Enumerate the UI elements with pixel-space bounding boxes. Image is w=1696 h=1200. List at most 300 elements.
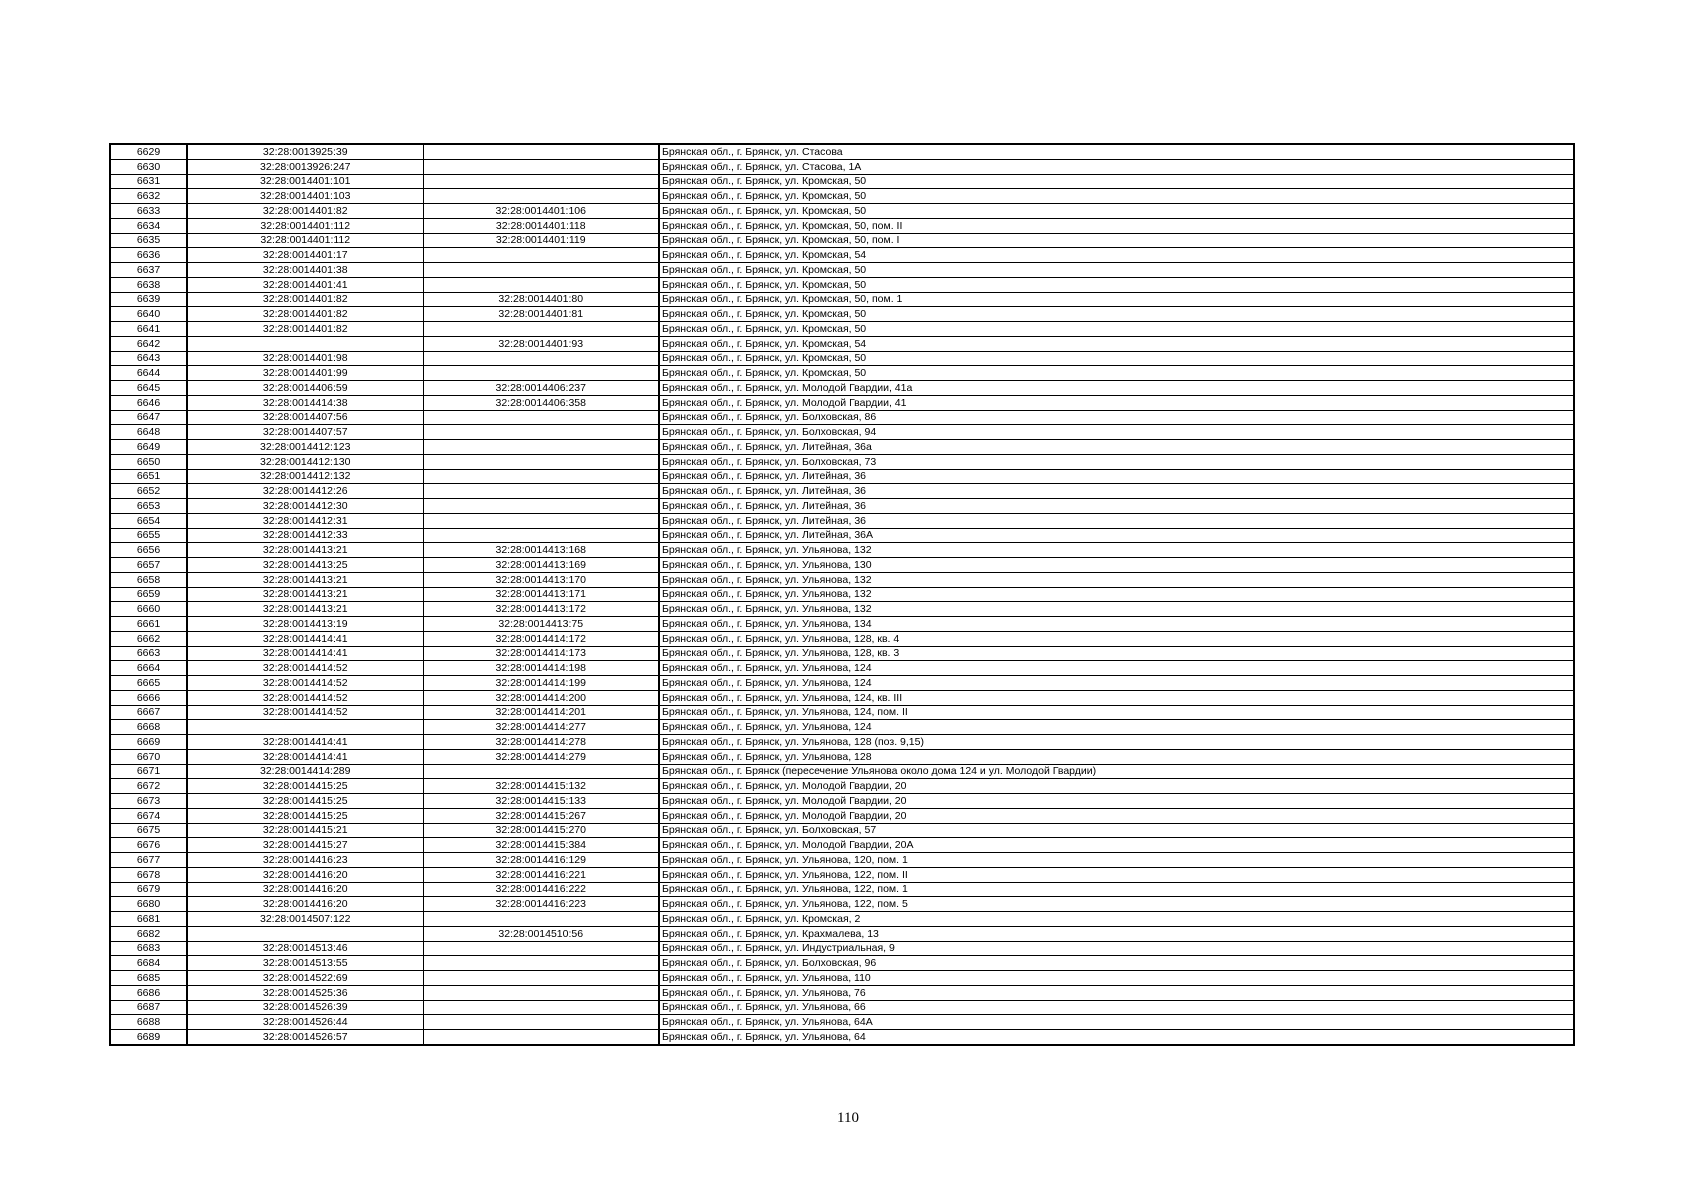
- table-row: [110, 322, 1574, 337]
- related-cadastral-number-cell: 32:28:0014414:173: [423, 646, 659, 661]
- address-cell: Брянская обл., г. Брянск, ул. Молодой Гвардии, 41: [659, 395, 1574, 410]
- cadastral-number-cell: 32:28:0014522:69: [187, 971, 423, 986]
- table-row: [110, 410, 1574, 425]
- cadastral-number-cell: 32:28:0014401:98: [187, 351, 423, 366]
- address-cell: Брянская обл., г. Брянск, ул. Ульянова, 130: [659, 558, 1574, 573]
- related-cadastral-number-cell: [423, 1015, 659, 1030]
- row-number-cell: 6643: [110, 351, 187, 366]
- cadastral-number-cell: 32:28:0014415:25: [187, 779, 423, 794]
- related-cadastral-number-cell: 32:28:0014406:237: [423, 381, 659, 396]
- row-number-cell: 6668: [110, 720, 187, 735]
- row-number-cell: 6687: [110, 1000, 187, 1015]
- related-cadastral-number-cell: [423, 248, 659, 263]
- cadastral-number-cell: 32:28:0014401:41: [187, 277, 423, 292]
- related-cadastral-number-cell: [423, 440, 659, 455]
- cadastral-number-cell: 32:28:0014401:82: [187, 322, 423, 337]
- cadastral-number-cell: 32:28:0014407:56: [187, 410, 423, 425]
- table-row: [110, 971, 1574, 986]
- row-number-cell: 6674: [110, 808, 187, 823]
- cadastral-number-cell: 32:28:0014412:123: [187, 440, 423, 455]
- table-row: [110, 838, 1574, 853]
- cadastral-number-cell: 32:28:0014415:25: [187, 808, 423, 823]
- related-cadastral-number-cell: 32:28:0014401:119: [423, 233, 659, 248]
- table-row: [110, 985, 1574, 1000]
- table-row: [110, 440, 1574, 455]
- row-number-cell: 6648: [110, 425, 187, 440]
- row-number-cell: 6680: [110, 897, 187, 912]
- related-cadastral-number-cell: 32:28:0014510:56: [423, 926, 659, 941]
- table-row: [110, 794, 1574, 809]
- table-row: [110, 366, 1574, 381]
- address-cell: Брянская обл., г. Брянск, ул. Болховская, 73: [659, 454, 1574, 469]
- related-cadastral-number-cell: 32:28:0014401:80: [423, 292, 659, 307]
- cadastral-number-cell: 32:28:0014526:39: [187, 1000, 423, 1015]
- table-row: [110, 779, 1574, 794]
- cadastral-number-cell: 32:28:0014401:112: [187, 218, 423, 233]
- cadastral-number-cell: 32:28:0014414:52: [187, 690, 423, 705]
- cadastral-number-cell: 32:28:0014412:26: [187, 484, 423, 499]
- cadastral-number-cell: 32:28:0014401:112: [187, 233, 423, 248]
- cadastral-number-cell: 32:28:0014416:20: [187, 882, 423, 897]
- related-cadastral-number-cell: 32:28:0014401:118: [423, 218, 659, 233]
- address-cell: Брянская обл., г. Брянск, ул. Молодой Гвардии, 41а: [659, 381, 1574, 396]
- table-row: [110, 587, 1574, 602]
- row-number-cell: 6649: [110, 440, 187, 455]
- related-cadastral-number-cell: [423, 956, 659, 971]
- cadastral-number-cell: 32:28:0014407:57: [187, 425, 423, 440]
- related-cadastral-number-cell: [423, 174, 659, 189]
- table-row: [110, 543, 1574, 558]
- cadastral-number-cell: 32:28:0014414:289: [187, 764, 423, 779]
- cadastral-number-cell: 32:28:0014414:41: [187, 735, 423, 750]
- address-cell: Брянская обл., г. Брянск, ул. Ульянова, 76: [659, 985, 1574, 1000]
- row-number-cell: 6645: [110, 381, 187, 396]
- related-cadastral-number-cell: 32:28:0014414:199: [423, 676, 659, 691]
- cadastral-number-cell: 32:28:0014525:36: [187, 985, 423, 1000]
- row-number-cell: 6657: [110, 558, 187, 573]
- cadastral-number-cell: 32:28:0014414:41: [187, 646, 423, 661]
- related-cadastral-number-cell: 32:28:0014416:129: [423, 853, 659, 868]
- row-number-cell: 6684: [110, 956, 187, 971]
- address-cell: Брянская обл., г. Брянск, ул. Крахмалева, 13: [659, 926, 1574, 941]
- row-number-cell: 6633: [110, 204, 187, 219]
- address-cell: Брянская обл., г. Брянск, ул. Кромская, 54: [659, 248, 1574, 263]
- table-row: [110, 174, 1574, 189]
- table-row: [110, 956, 1574, 971]
- cadastral-number-cell: 32:28:0014415:21: [187, 823, 423, 838]
- related-cadastral-number-cell: 32:28:0014401:81: [423, 307, 659, 322]
- table-row: [110, 749, 1574, 764]
- row-number-cell: 6688: [110, 1015, 187, 1030]
- related-cadastral-number-cell: [423, 277, 659, 292]
- table-row: [110, 720, 1574, 735]
- related-cadastral-number-cell: [423, 366, 659, 381]
- cadastral-number-cell: 32:28:0014414:52: [187, 705, 423, 720]
- table-row: [110, 912, 1574, 927]
- address-cell: Брянская обл., г. Брянск, ул. Ульянова, 64А: [659, 1015, 1574, 1030]
- row-number-cell: 6646: [110, 395, 187, 410]
- related-cadastral-number-cell: [423, 469, 659, 484]
- related-cadastral-number-cell: 32:28:0014413:171: [423, 587, 659, 602]
- related-cadastral-number-cell: 32:28:0014413:75: [423, 617, 659, 632]
- cadastral-number-cell: 32:28:0013926:247: [187, 159, 423, 174]
- cadastral-number-cell: 32:28:0014413:19: [187, 617, 423, 632]
- cadastral-number-cell: 32:28:0014412:30: [187, 499, 423, 514]
- row-number-cell: 6634: [110, 218, 187, 233]
- row-number-cell: 6667: [110, 705, 187, 720]
- row-number-cell: 6636: [110, 248, 187, 263]
- table-row: [110, 764, 1574, 779]
- address-cell: Брянская обл., г. Брянск, ул. Ульянова, 132: [659, 602, 1574, 617]
- related-cadastral-number-cell: [423, 425, 659, 440]
- table-row: [110, 204, 1574, 219]
- table-row: [110, 1030, 1574, 1045]
- table-row: [110, 381, 1574, 396]
- row-number-cell: 6678: [110, 867, 187, 882]
- address-cell: Брянская обл., г. Брянск, ул. Ульянова, 124: [659, 676, 1574, 691]
- row-number-cell: 6639: [110, 292, 187, 307]
- cadastral-number-cell: 32:28:0014406:59: [187, 381, 423, 396]
- cadastral-number-cell: 32:28:0014414:38: [187, 395, 423, 410]
- row-number-cell: 6681: [110, 912, 187, 927]
- table-row: [110, 292, 1574, 307]
- related-cadastral-number-cell: 32:28:0014414:198: [423, 661, 659, 676]
- table-row: [110, 469, 1574, 484]
- address-cell: Брянская обл., г. Брянск, ул. Кромская, 50: [659, 307, 1574, 322]
- row-number-cell: 6660: [110, 602, 187, 617]
- related-cadastral-number-cell: [423, 263, 659, 278]
- address-cell: Брянская обл., г. Брянск, ул. Ульянова, 66: [659, 1000, 1574, 1015]
- address-cell: Брянская обл., г. Брянск, ул. Стасова: [659, 144, 1574, 159]
- page-number: 110: [837, 1110, 859, 1126]
- address-cell: Брянская обл., г. Брянск, ул. Ульянова, 122, пом. 5: [659, 897, 1574, 912]
- cadastral-number-cell: 32:28:0014401:38: [187, 263, 423, 278]
- row-number-cell: 6669: [110, 735, 187, 750]
- cadastral-number-cell: 32:28:0014413:25: [187, 558, 423, 573]
- row-number-cell: 6677: [110, 853, 187, 868]
- row-number-cell: 6656: [110, 543, 187, 558]
- row-number-cell: 6659: [110, 587, 187, 602]
- related-cadastral-number-cell: [423, 1030, 659, 1045]
- row-number-cell: 6641: [110, 322, 187, 337]
- row-number-cell: 6658: [110, 572, 187, 587]
- row-number-cell: 6679: [110, 882, 187, 897]
- cadastral-number-cell: 32:28:0014401:101: [187, 174, 423, 189]
- cadastral-number-cell: 32:28:0014401:17: [187, 248, 423, 263]
- row-number-cell: 6629: [110, 144, 187, 159]
- cadastral-number-cell: 32:28:0014526:57: [187, 1030, 423, 1045]
- table-row: [110, 189, 1574, 204]
- related-cadastral-number-cell: 32:28:0014413:172: [423, 602, 659, 617]
- related-cadastral-number-cell: 32:28:0014415:270: [423, 823, 659, 838]
- table-row: [110, 233, 1574, 248]
- related-cadastral-number-cell: 32:28:0014406:358: [423, 395, 659, 410]
- row-number-cell: 6685: [110, 971, 187, 986]
- cadastral-number-cell: 32:28:0014412:130: [187, 454, 423, 469]
- address-cell: Брянская обл., г. Брянск, ул. Кромская, 50: [659, 174, 1574, 189]
- related-cadastral-number-cell: 32:28:0014413:170: [423, 572, 659, 587]
- related-cadastral-number-cell: [423, 189, 659, 204]
- address-cell: Брянская обл., г. Брянск, ул. Кромская, 2: [659, 912, 1574, 927]
- related-cadastral-number-cell: 32:28:0014416:223: [423, 897, 659, 912]
- cadastral-number-cell: [187, 720, 423, 735]
- table-row: [110, 425, 1574, 440]
- table-row: [110, 307, 1574, 322]
- address-cell: Брянская обл., г. Брянск, ул. Ульянова, 132: [659, 543, 1574, 558]
- address-cell: Брянская обл., г. Брянск, ул. Стасова, 1А: [659, 159, 1574, 174]
- row-number-cell: 6683: [110, 941, 187, 956]
- row-number-cell: 6654: [110, 513, 187, 528]
- table-row: [110, 631, 1574, 646]
- related-cadastral-number-cell: [423, 144, 659, 159]
- address-cell: Брянская обл., г. Брянск, ул. Ульянова, 128, кв. 3: [659, 646, 1574, 661]
- row-number-cell: 6661: [110, 617, 187, 632]
- related-cadastral-number-cell: 32:28:0014416:222: [423, 882, 659, 897]
- table-row: [110, 513, 1574, 528]
- cadastral-number-cell: 32:28:0014401:103: [187, 189, 423, 204]
- address-cell: Брянская обл., г. Брянск, ул. Молодой Гвардии, 20: [659, 779, 1574, 794]
- row-number-cell: 6653: [110, 499, 187, 514]
- row-number-cell: 6673: [110, 794, 187, 809]
- related-cadastral-number-cell: 32:28:0014415:384: [423, 838, 659, 853]
- table-row: [110, 144, 1574, 159]
- table-row: [110, 1015, 1574, 1030]
- address-cell: Брянская обл., г. Брянск, ул. Кромская, 50: [659, 189, 1574, 204]
- row-number-cell: 6675: [110, 823, 187, 838]
- cadastral-number-cell: 32:28:0014401:99: [187, 366, 423, 381]
- cadastral-number-cell: 32:28:0014401:82: [187, 292, 423, 307]
- address-cell: Брянская обл., г. Брянск, ул. Ульянова, 132: [659, 572, 1574, 587]
- cadastral-number-cell: 32:28:0013925:39: [187, 144, 423, 159]
- related-cadastral-number-cell: [423, 971, 659, 986]
- row-number-cell: 6632: [110, 189, 187, 204]
- cadastral-number-cell: 32:28:0014412:31: [187, 513, 423, 528]
- address-cell: Брянская обл., г. Брянск, ул. Молодой Гвардии, 20: [659, 808, 1574, 823]
- table-row: [110, 897, 1574, 912]
- address-cell: Брянская обл., г. Брянск, ул. Кромская, 54: [659, 336, 1574, 351]
- row-number-cell: 6664: [110, 661, 187, 676]
- address-cell: Брянская обл., г. Брянск, ул. Кромская, 50: [659, 351, 1574, 366]
- table-row: [110, 159, 1574, 174]
- cadastral-number-cell: 32:28:0014401:82: [187, 307, 423, 322]
- table-row: [110, 690, 1574, 705]
- address-cell: Брянская обл., г. Брянск, ул. Ульянова, 124, пом. II: [659, 705, 1574, 720]
- table-row: [110, 351, 1574, 366]
- table-row: [110, 558, 1574, 573]
- cadastral-number-cell: 32:28:0014412:33: [187, 528, 423, 543]
- table-row: [110, 867, 1574, 882]
- related-cadastral-number-cell: [423, 941, 659, 956]
- related-cadastral-number-cell: 32:28:0014415:267: [423, 808, 659, 823]
- table-row: [110, 528, 1574, 543]
- related-cadastral-number-cell: 32:28:0014413:168: [423, 543, 659, 558]
- row-number-cell: 6637: [110, 263, 187, 278]
- table-row: [110, 676, 1574, 691]
- address-cell: Брянская обл., г. Брянск, ул. Ульянова, 110: [659, 971, 1574, 986]
- related-cadastral-number-cell: [423, 410, 659, 425]
- address-cell: Брянская обл., г. Брянск, ул. Ульянова, 122, пом. II: [659, 867, 1574, 882]
- address-cell: Брянская обл., г. Брянск, ул. Литейная, 36: [659, 469, 1574, 484]
- table-row: [110, 395, 1574, 410]
- related-cadastral-number-cell: 32:28:0014414:172: [423, 631, 659, 646]
- related-cadastral-number-cell: 32:28:0014416:221: [423, 867, 659, 882]
- row-number-cell: 6689: [110, 1030, 187, 1045]
- table-row: [110, 705, 1574, 720]
- row-number-cell: 6630: [110, 159, 187, 174]
- related-cadastral-number-cell: 32:28:0014414:279: [423, 749, 659, 764]
- related-cadastral-number-cell: [423, 764, 659, 779]
- row-number-cell: 6666: [110, 690, 187, 705]
- table-row: [110, 218, 1574, 233]
- related-cadastral-number-cell: 32:28:0014414:200: [423, 690, 659, 705]
- cadastral-number-cell: 32:28:0014414:52: [187, 676, 423, 691]
- address-cell: Брянская обл., г. Брянск, ул. Кромская, 50: [659, 322, 1574, 337]
- address-cell: Брянская обл., г. Брянск, ул. Кромская, 50: [659, 277, 1574, 292]
- cadastral-number-cell: 32:28:0014414:41: [187, 749, 423, 764]
- cadastral-number-cell: 32:28:0014416:23: [187, 853, 423, 868]
- related-cadastral-number-cell: [423, 528, 659, 543]
- related-cadastral-number-cell: 32:28:0014401:106: [423, 204, 659, 219]
- table-row: [110, 617, 1574, 632]
- cadastral-number-cell: [187, 926, 423, 941]
- table-row: [110, 926, 1574, 941]
- address-cell: Брянская обл., г. Брянск, ул. Кромская, 50: [659, 263, 1574, 278]
- address-cell: Брянская обл., г. Брянск (пересечение Ульянова около дома 124 и ул. Молодой Гвардии): [659, 764, 1574, 779]
- related-cadastral-number-cell: [423, 513, 659, 528]
- row-number-cell: 6672: [110, 779, 187, 794]
- address-cell: Брянская обл., г. Брянск, ул. Молодой Гвардии, 20А: [659, 838, 1574, 853]
- address-cell: Брянская обл., г. Брянск, ул. Ульянова, 128, кв. 4: [659, 631, 1574, 646]
- address-cell: Брянская обл., г. Брянск, ул. Литейная, 36: [659, 484, 1574, 499]
- cadastral-number-cell: 32:28:0014526:44: [187, 1015, 423, 1030]
- address-cell: Брянская обл., г. Брянск, ул. Болховская, 86: [659, 410, 1574, 425]
- table-row: [110, 1000, 1574, 1015]
- related-cadastral-number-cell: 32:28:0014414:278: [423, 735, 659, 750]
- row-number-cell: 6647: [110, 410, 187, 425]
- address-cell: Брянская обл., г. Брянск, ул. Ульянова, 64: [659, 1030, 1574, 1045]
- address-cell: Брянская обл., г. Брянск, ул. Литейная, 36А: [659, 528, 1574, 543]
- cadastral-number-cell: [187, 336, 423, 351]
- cadastral-number-cell: 32:28:0014513:46: [187, 941, 423, 956]
- address-cell: Брянская обл., г. Брянск, ул. Болховская, 96: [659, 956, 1574, 971]
- related-cadastral-number-cell: 32:28:0014401:93: [423, 336, 659, 351]
- related-cadastral-number-cell: [423, 322, 659, 337]
- row-number-cell: 6631: [110, 174, 187, 189]
- address-cell: Брянская обл., г. Брянск, ул. Литейная, 36: [659, 499, 1574, 514]
- address-cell: Брянская обл., г. Брянск, ул. Ульянова, 128: [659, 749, 1574, 764]
- address-cell: Брянская обл., г. Брянск, ул. Литейная, 36а: [659, 440, 1574, 455]
- row-number-cell: 6650: [110, 454, 187, 469]
- table-row: [110, 263, 1574, 278]
- address-cell: Брянская обл., г. Брянск, ул. Кромская, 50, пом. I: [659, 233, 1574, 248]
- table-row: [110, 484, 1574, 499]
- table-row: [110, 646, 1574, 661]
- table-row: [110, 248, 1574, 263]
- table-row: [110, 454, 1574, 469]
- address-cell: Брянская обл., г. Брянск, ул. Болховская, 94: [659, 425, 1574, 440]
- address-cell: Брянская обл., г. Брянск, ул. Ульянова, 122, пом. 1: [659, 882, 1574, 897]
- row-number-cell: 6651: [110, 469, 187, 484]
- address-cell: Брянская обл., г. Брянск, ул. Ульянова, 134: [659, 617, 1574, 632]
- cadastral-number-cell: 32:28:0014416:20: [187, 897, 423, 912]
- address-cell: Брянская обл., г. Брянск, ул. Кромская, 50: [659, 204, 1574, 219]
- cadastral-number-cell: 32:28:0014413:21: [187, 572, 423, 587]
- address-cell: Брянская обл., г. Брянск, ул. Ульянова, 120, пом. 1: [659, 853, 1574, 868]
- related-cadastral-number-cell: 32:28:0014414:201: [423, 705, 659, 720]
- row-number-cell: 6642: [110, 336, 187, 351]
- table-row: [110, 277, 1574, 292]
- row-number-cell: 6665: [110, 676, 187, 691]
- address-cell: Брянская обл., г. Брянск, ул. Литейная, 36: [659, 513, 1574, 528]
- cadastral-number-cell: 32:28:0014413:21: [187, 587, 423, 602]
- address-cell: Брянская обл., г. Брянск, ул. Молодой Гвардии, 20: [659, 794, 1574, 809]
- address-cell: Брянская обл., г. Брянск, ул. Ульянова, 124, кв. III: [659, 690, 1574, 705]
- row-number-cell: 6640: [110, 307, 187, 322]
- cadastral-number-cell: 32:28:0014414:52: [187, 661, 423, 676]
- property-registry-table: [109, 143, 1575, 1046]
- address-cell: Брянская обл., г. Брянск, ул. Ульянова, 124: [659, 720, 1574, 735]
- related-cadastral-number-cell: [423, 912, 659, 927]
- address-cell: Брянская обл., г. Брянск, ул. Ульянова, 128 (поз. 9,15): [659, 735, 1574, 750]
- table-row: [110, 336, 1574, 351]
- table-row: [110, 499, 1574, 514]
- table-row: [110, 853, 1574, 868]
- cadastral-number-cell: 32:28:0014416:20: [187, 867, 423, 882]
- cadastral-number-cell: 32:28:0014415:25: [187, 794, 423, 809]
- row-number-cell: 6663: [110, 646, 187, 661]
- cadastral-number-cell: 32:28:0014513:55: [187, 956, 423, 971]
- address-cell: Брянская обл., г. Брянск, ул. Ульянова, 124: [659, 661, 1574, 676]
- table-row: [110, 572, 1574, 587]
- registry-body: [110, 144, 1574, 1045]
- table-row: [110, 808, 1574, 823]
- related-cadastral-number-cell: [423, 1000, 659, 1015]
- row-number-cell: 6638: [110, 277, 187, 292]
- related-cadastral-number-cell: [423, 985, 659, 1000]
- table-row: [110, 941, 1574, 956]
- related-cadastral-number-cell: 32:28:0014414:277: [423, 720, 659, 735]
- row-number-cell: 6676: [110, 838, 187, 853]
- cadastral-number-cell: 32:28:0014507:122: [187, 912, 423, 927]
- row-number-cell: 6662: [110, 631, 187, 646]
- address-cell: Брянская обл., г. Брянск, ул. Кромская, 50, пом. 1: [659, 292, 1574, 307]
- row-number-cell: 6671: [110, 764, 187, 779]
- related-cadastral-number-cell: [423, 351, 659, 366]
- row-number-cell: 6655: [110, 528, 187, 543]
- address-cell: Брянская обл., г. Брянск, ул. Кромская, 50: [659, 366, 1574, 381]
- row-number-cell: 6652: [110, 484, 187, 499]
- table-row: [110, 735, 1574, 750]
- row-number-cell: 6682: [110, 926, 187, 941]
- related-cadastral-number-cell: [423, 454, 659, 469]
- row-number-cell: 6635: [110, 233, 187, 248]
- table-row: [110, 661, 1574, 676]
- cadastral-number-cell: 32:28:0014412:132: [187, 469, 423, 484]
- cadastral-number-cell: 32:28:0014413:21: [187, 602, 423, 617]
- address-cell: Брянская обл., г. Брянск, ул. Кромская, 50, пом. II: [659, 218, 1574, 233]
- cadastral-number-cell: 32:28:0014413:21: [187, 543, 423, 558]
- related-cadastral-number-cell: [423, 159, 659, 174]
- row-number-cell: 6670: [110, 749, 187, 764]
- table-row: [110, 882, 1574, 897]
- row-number-cell: 6644: [110, 366, 187, 381]
- row-number-cell: 6686: [110, 985, 187, 1000]
- related-cadastral-number-cell: 32:28:0014413:169: [423, 558, 659, 573]
- cadastral-number-cell: 32:28:0014415:27: [187, 838, 423, 853]
- address-cell: Брянская обл., г. Брянск, ул. Болховская, 57: [659, 823, 1574, 838]
- cadastral-number-cell: 32:28:0014414:41: [187, 631, 423, 646]
- related-cadastral-number-cell: [423, 499, 659, 514]
